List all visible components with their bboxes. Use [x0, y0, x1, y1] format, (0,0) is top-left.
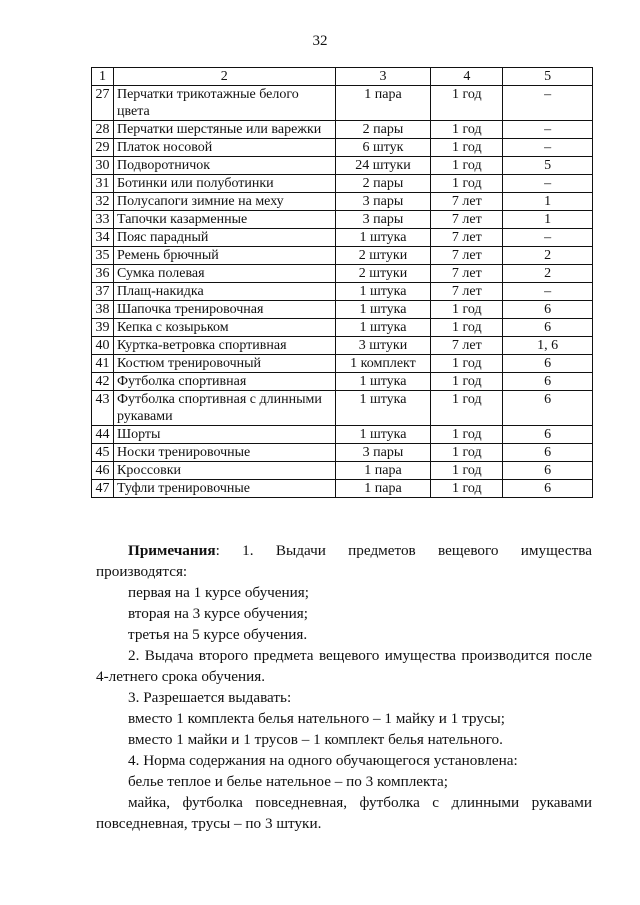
item-note: 1 [503, 193, 593, 211]
table-header-row [92, 68, 593, 86]
item-note: – [503, 229, 593, 247]
table-row [92, 265, 593, 283]
table-row [92, 301, 593, 319]
row-number: 31 [92, 175, 114, 193]
row-number: 47 [92, 480, 114, 498]
item-quantity: 1 штука [335, 229, 431, 247]
row-number: 29 [92, 139, 114, 157]
item-name: Футболка спортивная с длинными рукавами [113, 391, 335, 426]
item-name: Сумка полевая [113, 265, 335, 283]
row-number: 28 [92, 121, 114, 139]
item-term: 1 год [431, 391, 503, 426]
item-quantity: 1 штука [335, 319, 431, 337]
header-col-1: 1 [92, 68, 114, 86]
item-term: 1 год [431, 86, 503, 121]
item-quantity: 1 пара [335, 86, 431, 121]
table-row [92, 86, 593, 121]
notes-p4-last: майка, футболка повседневная, футболка с длинными рукавами повседневная, трусы – по 3 штуки. [96, 794, 592, 832]
table-row [92, 211, 593, 229]
item-name: Шорты [113, 426, 335, 444]
item-term: 1 год [431, 175, 503, 193]
row-number: 41 [92, 355, 114, 373]
row-number: 39 [92, 319, 114, 337]
table-row [92, 426, 593, 444]
row-number: 42 [92, 373, 114, 391]
notes-p3-item: вместо 1 комплекта белья нательного – 1 майку и 1 трусы; [128, 710, 505, 727]
notes-paragraph-1 [96, 540, 592, 582]
page-number: 32 [312, 33, 328, 49]
notes-paragraph-2: 2. Выдача второго предмета вещевого имущества производится после 4-летнего срока обучения. [96, 647, 592, 685]
item-name: Шапочка тренировочная [113, 301, 335, 319]
item-quantity: 1 штука [335, 283, 431, 301]
item-quantity: 3 пары [335, 193, 431, 211]
table-row [92, 337, 593, 355]
item-name: Перчатки шерстяные или варежки [113, 121, 335, 139]
row-number: 30 [92, 157, 114, 175]
table-row [92, 373, 593, 391]
header-col-5: 5 [503, 68, 593, 86]
item-name: Костюм тренировочный [113, 355, 335, 373]
header-col-2: 2 [113, 68, 335, 86]
row-number: 45 [92, 444, 114, 462]
table-row [92, 480, 593, 498]
item-note: 6 [503, 444, 593, 462]
table-row [92, 121, 593, 139]
table-row [92, 391, 593, 426]
item-note: 1 [503, 211, 593, 229]
row-number: 37 [92, 283, 114, 301]
item-quantity: 1 пара [335, 462, 431, 480]
row-number: 46 [92, 462, 114, 480]
item-name: Туфли тренировочные [113, 480, 335, 498]
item-name: Подворотничок [113, 157, 335, 175]
notes-section [96, 540, 592, 834]
notes-p1-text: : 1. Выдачи предметов вещевого имущества производятся: [96, 542, 592, 580]
notes-heading: Примечания [128, 542, 216, 559]
notes-paragraph-3: 3. Разрешается выдавать: [128, 689, 292, 706]
item-name: Куртка-ветровка спортивная [113, 337, 335, 355]
item-quantity: 2 штуки [335, 247, 431, 265]
item-quantity: 3 пары [335, 444, 431, 462]
item-note: – [503, 86, 593, 121]
item-note: – [503, 121, 593, 139]
item-name: Плащ-накидка [113, 283, 335, 301]
table-row [92, 355, 593, 373]
item-quantity: 1 штука [335, 373, 431, 391]
item-note: 6 [503, 480, 593, 498]
table-row [92, 319, 593, 337]
item-term: 1 год [431, 139, 503, 157]
item-quantity: 1 комплект [335, 355, 431, 373]
item-term: 1 год [431, 462, 503, 480]
table-body [92, 86, 593, 498]
header-col-3: 3 [335, 68, 431, 86]
item-quantity: 1 штука [335, 391, 431, 426]
item-name: Пояс парадный [113, 229, 335, 247]
table-row [92, 157, 593, 175]
row-number: 33 [92, 211, 114, 229]
item-name: Тапочки казарменные [113, 211, 335, 229]
item-name: Полусапоги зимние на меху [113, 193, 335, 211]
notes-p3-item: вместо 1 майки и 1 трусов – 1 комплект белья нательного. [128, 731, 503, 748]
item-term: 1 год [431, 157, 503, 175]
item-term: 1 год [431, 319, 503, 337]
item-name: Носки тренировочные [113, 444, 335, 462]
table-row [92, 462, 593, 480]
item-note: – [503, 139, 593, 157]
item-note: 6 [503, 373, 593, 391]
table-row [92, 175, 593, 193]
item-term: 1 год [431, 444, 503, 462]
item-quantity: 3 пары [335, 211, 431, 229]
row-number: 32 [92, 193, 114, 211]
item-note: 6 [503, 319, 593, 337]
row-number: 43 [92, 391, 114, 426]
table-row [92, 444, 593, 462]
item-term: 7 лет [431, 247, 503, 265]
item-term: 7 лет [431, 211, 503, 229]
item-quantity: 2 пары [335, 121, 431, 139]
item-name: Кепка с козырьком [113, 319, 335, 337]
item-term: 1 год [431, 426, 503, 444]
row-number: 44 [92, 426, 114, 444]
item-quantity: 3 штуки [335, 337, 431, 355]
item-name: Футболка спортивная [113, 373, 335, 391]
row-number: 27 [92, 86, 114, 121]
item-term: 1 год [431, 301, 503, 319]
item-term: 7 лет [431, 229, 503, 247]
row-number: 35 [92, 247, 114, 265]
item-term: 1 год [431, 121, 503, 139]
item-note: 1, 6 [503, 337, 593, 355]
table-row [92, 247, 593, 265]
item-quantity: 2 штуки [335, 265, 431, 283]
item-name: Перчатки трикотажные белого цвета [113, 86, 335, 121]
item-quantity: 1 пара [335, 480, 431, 498]
item-term: 7 лет [431, 337, 503, 355]
item-name: Кроссовки [113, 462, 335, 480]
item-term: 1 год [431, 373, 503, 391]
item-note: 6 [503, 426, 593, 444]
item-note: 2 [503, 265, 593, 283]
item-name: Ботинки или полуботинки [113, 175, 335, 193]
item-name: Ремень брючный [113, 247, 335, 265]
item-note: – [503, 283, 593, 301]
item-note: 5 [503, 157, 593, 175]
row-number: 36 [92, 265, 114, 283]
notes-p1-item: вторая на 3 курсе обучения; [128, 605, 308, 622]
row-number: 34 [92, 229, 114, 247]
header-col-4: 4 [431, 68, 503, 86]
row-number: 38 [92, 301, 114, 319]
row-number: 40 [92, 337, 114, 355]
item-term: 7 лет [431, 193, 503, 211]
notes-paragraph-4: 4. Норма содержания на одного обучающегося установлена: [128, 752, 518, 769]
item-quantity: 1 штука [335, 301, 431, 319]
item-note: 2 [503, 247, 593, 265]
item-note: 6 [503, 301, 593, 319]
item-term: 7 лет [431, 283, 503, 301]
item-quantity: 2 пары [335, 175, 431, 193]
item-term: 7 лет [431, 265, 503, 283]
item-name: Платок носовой [113, 139, 335, 157]
item-quantity: 24 штуки [335, 157, 431, 175]
item-note: 6 [503, 391, 593, 426]
table-row [92, 139, 593, 157]
item-quantity: 1 штука [335, 426, 431, 444]
table-row [92, 229, 593, 247]
notes-p1-item: первая на 1 курсе обучения; [128, 584, 310, 601]
item-note: 6 [503, 355, 593, 373]
notes-p4-item: белье теплое и белье нательное – по 3 комплекта; [128, 773, 448, 790]
item-note: – [503, 175, 593, 193]
items-table [91, 67, 593, 498]
item-quantity: 6 штук [335, 139, 431, 157]
notes-p1-item: третья на 5 курсе обучения. [128, 626, 308, 643]
item-term: 1 год [431, 355, 503, 373]
item-note: 6 [503, 462, 593, 480]
table-row [92, 193, 593, 211]
item-term: 1 год [431, 480, 503, 498]
table-row [92, 283, 593, 301]
